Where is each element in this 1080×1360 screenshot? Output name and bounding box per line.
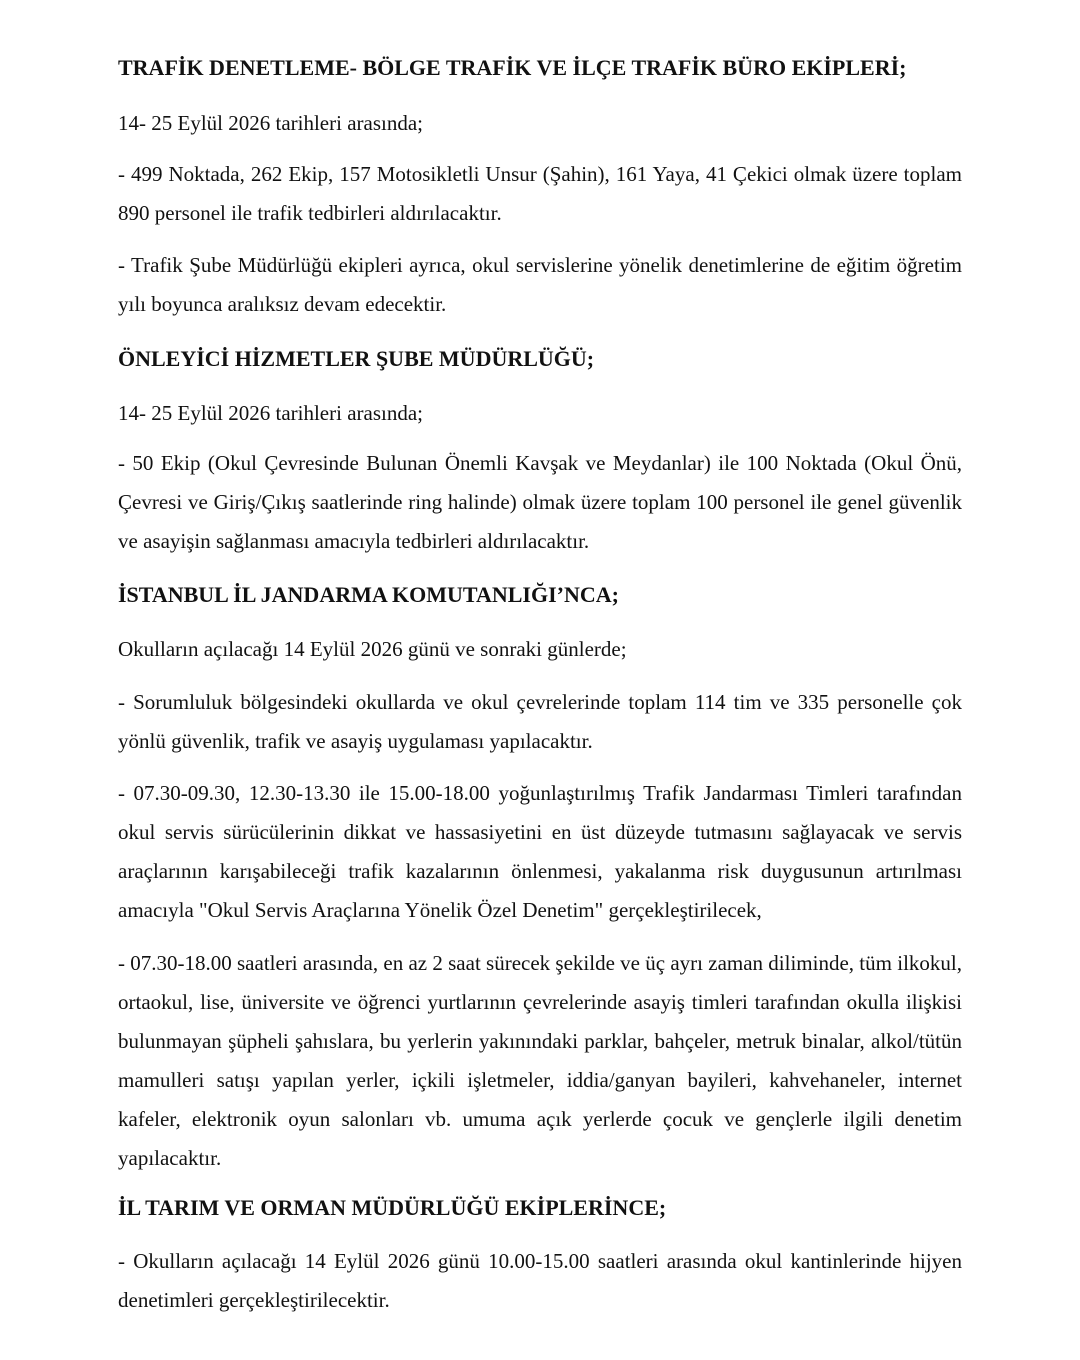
section-intro-preventive: 14- 25 Eylül 2026 tarihleri arasında; xyxy=(118,401,424,425)
section-intro-gendarmerie: Okulların açılacağı 14 Eylül 2026 günü ve sonraki günlerde; xyxy=(118,637,627,661)
section-heading-preventive: ÖNLEYİCİ HİZMETLER ŞUBE MÜDÜRLÜĞÜ; xyxy=(118,346,595,371)
paragraph-gendarmerie-traffic: - 07.30-09.30, 12.30-13.30 ile 15.00-18.00 yoğunlaştırılmış Trafik Jandarması Timleri tarafından okul servis sürücülerinin dikkat ve hassasiyetini en üst düzeyde tutmasını sağlayacak ve servis araçlarının karışabileceği trafik kazalarının önlenmesi, yakalanma risk duygusunun artırılması amacıyla "Okul Servis Araçlarına Yönelik Özel Denetim" gerçekleştirilecek, xyxy=(118,781,962,922)
paragraph-traffic-points: - 499 Noktada, 262 Ekip, 157 Motosikletli Unsur (Şahin), 161 Yaya, 41 Çekici olmak üzere toplam 890 personel ile trafik tedbirleri aldırılacaktır. xyxy=(118,162,962,225)
paragraph-preventive-teams: - 50 Ekip (Okul Çevresinde Bulunan Önemli Kavşak ve Meydanlar) ile 100 Noktada (Okul Önü, Çevresi ve Giriş/Çıkış saatlerinde ring halinde) olmak üzere toplam 100 personel ile genel güvenlik ve asayişin sağlanması amacıyla tedbirleri aldırılacaktır. xyxy=(118,451,962,553)
section-heading-gendarmerie: İSTANBUL İL JANDARMA KOMUTANLIĞI’NCA; xyxy=(118,582,619,607)
section-heading-agriculture: İL TARIM VE ORMAN MÜDÜRLÜĞÜ EKİPLERİNCE; xyxy=(118,1195,667,1220)
paragraph-traffic-services: - Trafik Şube Müdürlüğü ekipleri ayrıca, okul servislerine yönelik denetimlerine de eğitim öğretim yılı boyunca aralıksız devam edecektir. xyxy=(118,253,962,316)
paragraph-agriculture-hygiene: - Okulların açılacağı 14 Eylül 2026 günü 10.00-15.00 saatleri arasında okul kantinlerinde hijyen denetimleri gerçekleştirilecektir. xyxy=(118,1249,962,1312)
paragraph-gendarmerie-public-order: - 07.30-18.00 saatleri arasında, en az 2 saat sürecek şekilde ve üç ayrı zaman diliminde, tüm ilkokul, ortaokul, lise, üniversite ve öğrenci yurtlarının çevrelerinde asayiş timleri tarafından okulla ilişkisi bulunmayan şüpheli şahıslara, bu yerlerin yakınındaki parklar, bahçeler, metruk binalar, alkol/tütün mamulleri satışı yapılan yerler, içkili işletmeler, iddia/ganyan bayileri, kahvehaneler, internet kafeler, elektronik oyun salonları vb. umuma açık yerlerde çocuk ve gençlerle ilgili denetim yapılacaktır. xyxy=(118,951,962,1170)
paragraph-gendarmerie-teams: - Sorumluluk bölgesindeki okullarda ve okul çevrelerinde toplam 114 tim ve 335 personelle çok yönlü güvenlik, trafik ve asayiş uygulaması yapılacaktır. xyxy=(118,690,962,753)
section-intro-traffic: 14- 25 Eylül 2026 tarihleri arasında; xyxy=(118,111,424,135)
section-heading-traffic: TRAFİK DENETLEME- BÖLGE TRAFİK VE İLÇE TRAFİK BÜRO EKİPLERİ; xyxy=(118,55,907,80)
